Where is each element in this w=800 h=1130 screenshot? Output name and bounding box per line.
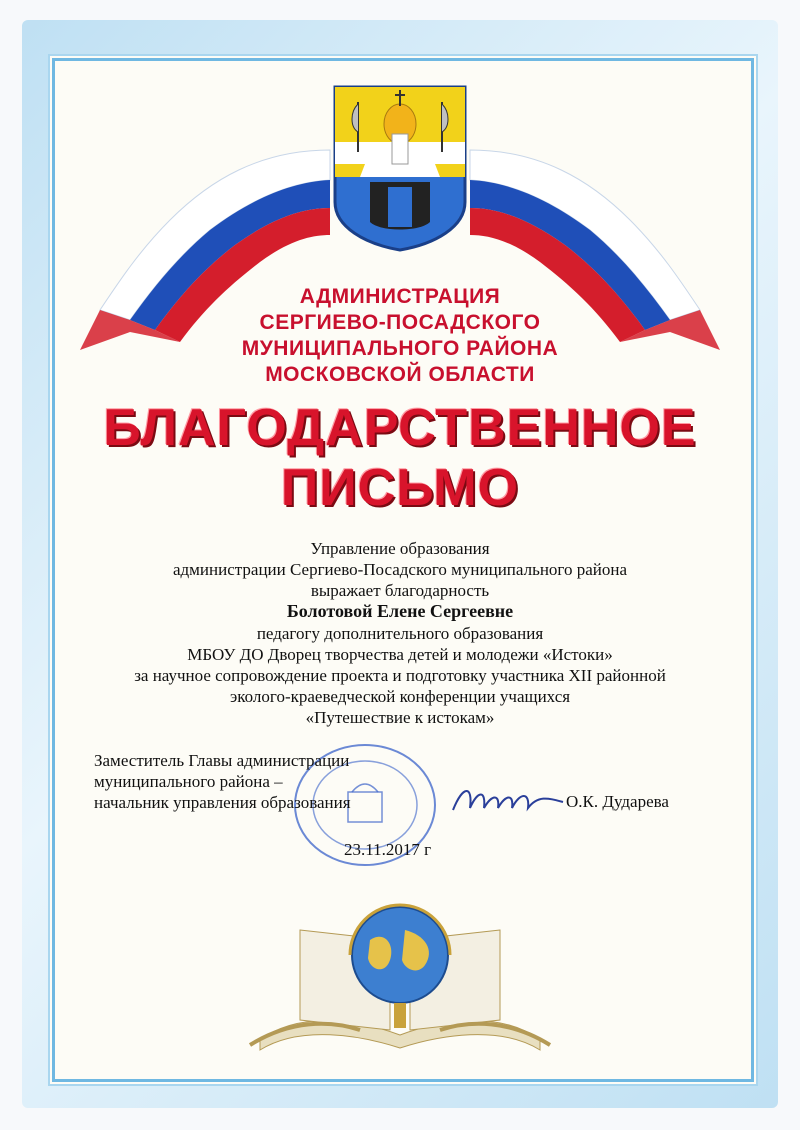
position-line-3: начальник управления образования (94, 793, 351, 812)
admin-line-3: МУНИЦИПАЛЬНОГО РАЙОНА (241, 337, 559, 360)
body-line-1: Управление образования (310, 539, 490, 558)
title-line-2: ПИСЬМО (280, 459, 520, 517)
signer-name: О.К. Дударева (566, 792, 669, 811)
title-line-1: БЛАГОДАРСТВЕННОЕ (103, 399, 697, 457)
recipient-name: Болотовой Елене Сергеевне (286, 601, 514, 621)
sergiev-posad-coat-of-arms-icon (330, 82, 470, 252)
handwritten-signature (448, 780, 568, 820)
admin-line-4: МОСКОВСКОЙ ОБЛАСТИ (265, 363, 535, 386)
body-line-3: выражает благодарность (310, 581, 490, 600)
position-line-2: муниципального района – (94, 772, 283, 791)
body-line-7: за научное сопровождение проекта и подготовку участника XII районной (134, 666, 666, 685)
body-line-5: педагогу дополнительного образования (256, 624, 544, 643)
signature-block (94, 750, 351, 813)
admin-line-1: АДМИНИСТРАЦИЯ (299, 285, 501, 308)
body-line-6: МБОУ ДО Дворец творчества детей и молодежи «Истоки» (187, 645, 613, 664)
position-line-1: Заместитель Главы администрации (94, 751, 350, 770)
body-line-9: «Путешествие к истокам» (305, 708, 495, 727)
body-line-8: эколого-краеведческой конференции учащихся (229, 687, 571, 706)
body-line-2: администрации Сергиево-Посадского муниципального района (172, 560, 628, 579)
globe-book-icon (190, 870, 610, 1070)
issue-date: 23.11.2017 г (344, 840, 432, 859)
admin-line-2: СЕРГИЕВО-ПОСАДСКОГО (259, 311, 541, 334)
